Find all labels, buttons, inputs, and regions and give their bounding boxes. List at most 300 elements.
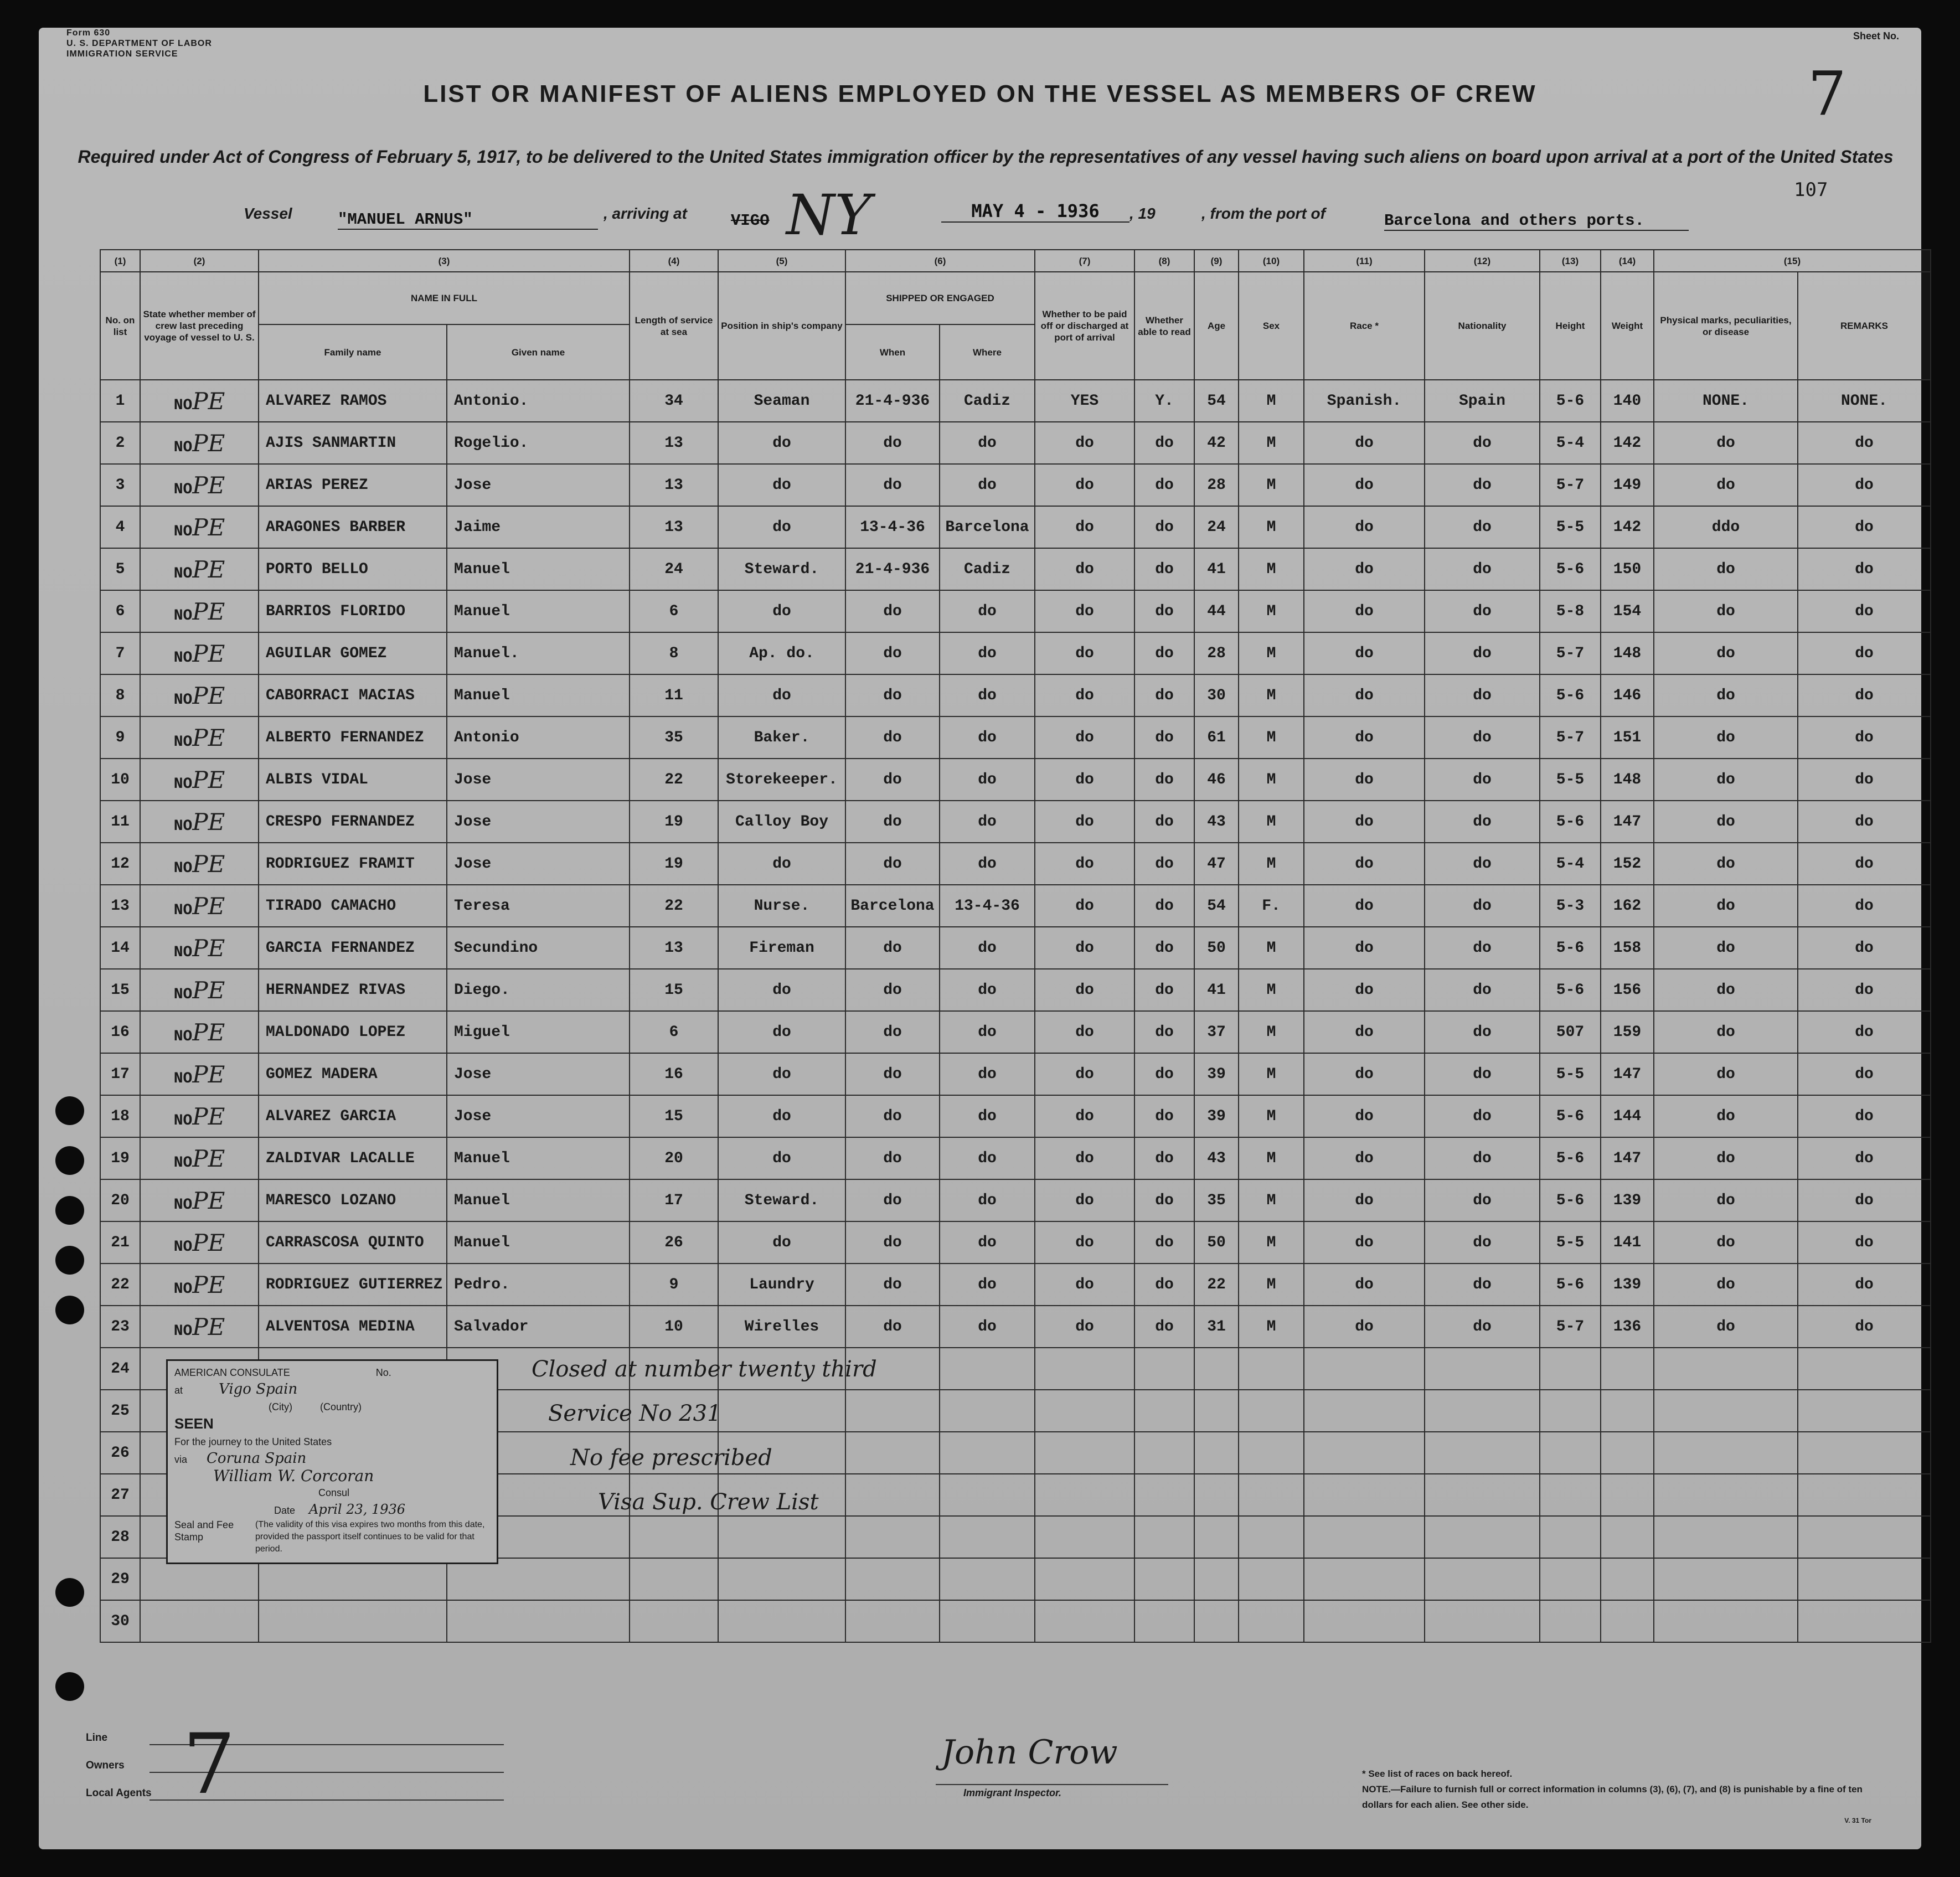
cell-height: 5-6: [1540, 1137, 1601, 1179]
cell-sex: M: [1239, 1179, 1304, 1221]
cell-length-of-service: 13: [630, 506, 718, 548]
cell-crew-last-voyage: [140, 1137, 259, 1179]
cell-able-to-read: do: [1134, 464, 1194, 506]
table-row: [100, 674, 1931, 716]
cell-paid-off: do: [1035, 422, 1134, 464]
cell-able-to-read: Y.: [1134, 380, 1194, 422]
cell-shipped-when: do: [845, 674, 940, 716]
cell-paid-off: YES: [1035, 380, 1134, 422]
cell-race: do: [1304, 1221, 1425, 1264]
cell-paid-off: do: [1035, 801, 1134, 843]
cell-sex: M: [1239, 548, 1304, 590]
cell-empty: [1304, 1558, 1425, 1600]
cell-able-to-read: do: [1134, 1306, 1194, 1348]
cell-age: 24: [1194, 506, 1239, 548]
cell-empty: [1035, 1348, 1134, 1390]
cell-empty: [1654, 1348, 1798, 1390]
cell-race: do: [1304, 927, 1425, 969]
cell-remarks: do: [1798, 1221, 1931, 1264]
colnum-7: (7): [1035, 250, 1134, 272]
prev-voyage-handwritten: PE: [192, 1229, 225, 1256]
cell-weight: 139: [1601, 1264, 1654, 1306]
prev-voyage-typed: NO: [173, 481, 193, 498]
cell-position: Steward.: [718, 548, 845, 590]
cell-empty: [940, 1390, 1035, 1432]
cell-able-to-read: do: [1134, 590, 1194, 632]
cell-row-number: 20: [100, 1179, 140, 1221]
cell-remarks: do: [1798, 1306, 1931, 1348]
cell-given-name: Jose: [447, 1053, 630, 1095]
cell-race: Spanish.: [1304, 380, 1425, 422]
cell-remarks: do: [1798, 548, 1931, 590]
cell-sex: M: [1239, 716, 1304, 759]
cell-given-name: Jose: [447, 759, 630, 801]
prev-voyage-handwritten: PE: [192, 1018, 225, 1046]
col-where: Where: [940, 324, 1035, 380]
cell-remarks: do: [1798, 801, 1931, 843]
cell-race: do: [1304, 1137, 1425, 1179]
inspector-signature: John Crow: [941, 1733, 1118, 1772]
prev-voyage-typed: NO: [173, 607, 193, 625]
cell-remarks: do: [1798, 1137, 1931, 1179]
cell-shipped-when: do: [845, 1095, 940, 1137]
cell-weight: 142: [1601, 506, 1654, 548]
cell-crew-last-voyage: [140, 843, 259, 885]
cell-shipped-when: do: [845, 464, 940, 506]
cell-position: do: [718, 674, 845, 716]
cell-sex: M: [1239, 843, 1304, 885]
cell-family-name: ARAGONES BARBER: [259, 506, 447, 548]
cell-empty: [1134, 1432, 1194, 1474]
col-crew-last-voyage: State whether member of crew last preceding voyage of vessel to U. S.: [140, 272, 259, 380]
prev-voyage-handwritten: PE: [192, 682, 225, 709]
cell-empty: [940, 1558, 1035, 1600]
vessel-name: "MANUEL ARNUS": [338, 210, 598, 230]
cell-empty: [1601, 1348, 1654, 1390]
cell-nationality: do: [1425, 1221, 1540, 1264]
stamp-validity: (The validity of this visa expires two months from this date, provided the passport itself continues to be valid for that period.: [255, 1520, 485, 1554]
cell-family-name: BARRIOS FLORIDO: [259, 590, 447, 632]
cell-sex: M: [1239, 422, 1304, 464]
cell-shipped-when: do: [845, 716, 940, 759]
cell-race: do: [1304, 1264, 1425, 1306]
cell-empty: [1540, 1516, 1601, 1558]
cell-empty: [718, 1600, 845, 1642]
col-position: Position in ship's company: [718, 272, 845, 380]
prev-voyage-typed: NO: [173, 523, 193, 540]
cell-length-of-service: 19: [630, 801, 718, 843]
cell-remarks: do: [1798, 927, 1931, 969]
cell-shipped-where: do: [940, 1179, 1035, 1221]
cell-family-name: TIRADO CAMACHO: [259, 885, 447, 927]
cell-paid-off: do: [1035, 506, 1134, 548]
cell-crew-last-voyage: [140, 632, 259, 674]
cell-shipped-when: do: [845, 590, 940, 632]
cell-empty: [1239, 1432, 1304, 1474]
cell-shipped-when: do: [845, 969, 940, 1011]
cell-empty: [1425, 1474, 1540, 1516]
cell-empty: [1798, 1558, 1931, 1600]
cell-given-name: Jose: [447, 464, 630, 506]
cell-height: 5-6: [1540, 969, 1601, 1011]
year-label: , 19: [1129, 205, 1156, 222]
stamp-header: AMERICAN CONSULATE: [174, 1367, 290, 1378]
cell-shipped-when: do: [845, 422, 940, 464]
cell-height: 5-6: [1540, 927, 1601, 969]
cell-position: do: [718, 506, 845, 548]
cell-nationality: do: [1425, 1306, 1540, 1348]
cell-family-name: ALBERTO FERNANDEZ: [259, 716, 447, 759]
cell-paid-off: do: [1035, 1053, 1134, 1095]
cell-family-name: MARESCO LOZANO: [259, 1179, 447, 1221]
cell-row-number: 18: [100, 1095, 140, 1137]
cell-sex: M: [1239, 506, 1304, 548]
cell-nationality: do: [1425, 801, 1540, 843]
cell-empty: [1601, 1474, 1654, 1516]
col-weight: Weight: [1601, 272, 1654, 380]
cell-nationality: do: [1425, 674, 1540, 716]
cell-length-of-service: 11: [630, 674, 718, 716]
cell-race: do: [1304, 759, 1425, 801]
cell-shipped-when: 21-4-936: [845, 548, 940, 590]
cell-race: do: [1304, 548, 1425, 590]
cell-sex: M: [1239, 1221, 1304, 1264]
owners-label: Owners: [86, 1760, 125, 1771]
cell-shipped-where: do: [940, 843, 1035, 885]
cell-shipped-when: do: [845, 759, 940, 801]
cell-age: 28: [1194, 464, 1239, 506]
page-subtitle: Required under Act of Congress of February 5, 1917, to be delivered to the United States immigration officer by the representatives of any vessel having such aliens on board upon arrival at a port of the United States: [78, 147, 1894, 167]
stamp-city-country: (City) (Country): [269, 1401, 362, 1412]
cell-position: Calloy Boy: [718, 801, 845, 843]
cell-age: 47: [1194, 843, 1239, 885]
cell-empty: [1601, 1390, 1654, 1432]
cell-crew-last-voyage: [140, 927, 259, 969]
col-no-on-list: No. on list: [100, 272, 140, 380]
cell-row-number: 8: [100, 674, 140, 716]
cell-able-to-read: do: [1134, 422, 1194, 464]
cell-weight: 147: [1601, 1053, 1654, 1095]
prev-voyage-typed: NO: [173, 649, 193, 667]
punch-hole: [55, 1672, 84, 1701]
cell-length-of-service: 6: [630, 590, 718, 632]
cell-weight: 148: [1601, 759, 1654, 801]
cell-physical-marks: ddo: [1654, 506, 1798, 548]
colnum-15: (15): [1654, 250, 1931, 272]
cell-remarks: NONE.: [1798, 380, 1931, 422]
colnum-6: (6): [845, 250, 1035, 272]
cell-length-of-service: 8: [630, 632, 718, 674]
cell-row-number: 13: [100, 885, 140, 927]
cell-physical-marks: do: [1654, 716, 1798, 759]
cell-paid-off: do: [1035, 1095, 1134, 1137]
cell-sex: M: [1239, 380, 1304, 422]
cell-shipped-where: do: [940, 464, 1035, 506]
cell-race: do: [1304, 464, 1425, 506]
cell-empty: [1540, 1348, 1601, 1390]
cell-shipped-where: do: [940, 632, 1035, 674]
cell-empty: [140, 1600, 259, 1642]
cell-position: Storekeeper.: [718, 759, 845, 801]
cell-empty: [940, 1516, 1035, 1558]
cell-row-number: 16: [100, 1011, 140, 1053]
cell-physical-marks: do: [1654, 1053, 1798, 1095]
cell-empty: [1304, 1390, 1425, 1432]
cell-shipped-when: do: [845, 1221, 940, 1264]
cell-length-of-service: 35: [630, 716, 718, 759]
cell-physical-marks: do: [1654, 422, 1798, 464]
cell-height: 5-8: [1540, 590, 1601, 632]
cell-empty: [718, 1558, 845, 1600]
cell-empty: [1194, 1516, 1239, 1558]
stamp-via-handwritten: Coruna Spain: [207, 1450, 307, 1467]
prev-voyage-typed: NO: [173, 1322, 193, 1340]
cell-age: 61: [1194, 716, 1239, 759]
cell-shipped-when: do: [845, 927, 940, 969]
cell-height: 507: [1540, 1011, 1601, 1053]
cell-age: 50: [1194, 927, 1239, 969]
cell-empty: [1304, 1516, 1425, 1558]
cell-family-name: CRESPO FERNANDEZ: [259, 801, 447, 843]
cell-empty: [1540, 1558, 1601, 1600]
cell-empty: [845, 1432, 940, 1474]
cell-given-name: Jose: [447, 1095, 630, 1137]
table-row: [100, 380, 1931, 422]
cell-empty: [1134, 1558, 1194, 1600]
cell-shipped-where: Cadiz: [940, 548, 1035, 590]
cell-row-number: 1: [100, 380, 140, 422]
cell-age: 46: [1194, 759, 1239, 801]
cell-shipped-where: do: [940, 759, 1035, 801]
table-row: [100, 1221, 1931, 1264]
cell-sex: M: [1239, 1011, 1304, 1053]
cell-empty: [1239, 1390, 1304, 1432]
corner-page-mark: 7: [1808, 58, 1846, 129]
cell-height: 5-5: [1540, 506, 1601, 548]
stamp-seal: Seal and Fee Stamp: [174, 1519, 234, 1543]
cell-position: Baker.: [718, 716, 845, 759]
cell-shipped-where: 13-4-36: [940, 885, 1035, 927]
cell-weight: 136: [1601, 1306, 1654, 1348]
col-remarks: REMARKS: [1798, 272, 1931, 380]
cell-crew-last-voyage: [140, 590, 259, 632]
cell-row-number: 17: [100, 1053, 140, 1095]
cell-row-number: 25: [100, 1390, 140, 1432]
cell-empty: [1601, 1432, 1654, 1474]
cell-physical-marks: do: [1654, 927, 1798, 969]
cell-position: do: [718, 969, 845, 1011]
cell-empty: [1304, 1474, 1425, 1516]
table-row: [100, 1264, 1931, 1306]
cell-row-number: 11: [100, 801, 140, 843]
col-family-name: Family name: [259, 324, 447, 380]
cell-shipped-where: do: [940, 1264, 1035, 1306]
cell-family-name: MALDONADO LOPEZ: [259, 1011, 447, 1053]
col-length-service: Length of service at sea: [630, 272, 718, 380]
cell-remarks: do: [1798, 885, 1931, 927]
cell-position: do: [718, 422, 845, 464]
cell-able-to-read: do: [1134, 674, 1194, 716]
cell-length-of-service: 10: [630, 1306, 718, 1348]
cell-physical-marks: do: [1654, 843, 1798, 885]
cell-given-name: Jaime: [447, 506, 630, 548]
cell-empty: [1601, 1516, 1654, 1558]
cell-empty: [940, 1474, 1035, 1516]
cell-row-number: 22: [100, 1264, 140, 1306]
prev-voyage-handwritten: PE: [192, 1060, 225, 1088]
cell-height: 5-7: [1540, 1306, 1601, 1348]
cell-race: do: [1304, 1011, 1425, 1053]
cell-shipped-where: do: [940, 969, 1035, 1011]
cell-race: do: [1304, 885, 1425, 927]
cell-empty: [1134, 1600, 1194, 1642]
cell-paid-off: do: [1035, 632, 1134, 674]
cell-crew-last-voyage: [140, 380, 259, 422]
prev-voyage-typed: NO: [173, 986, 193, 1003]
cell-crew-last-voyage: [140, 801, 259, 843]
cell-shipped-where: do: [940, 1306, 1035, 1348]
cell-height: 5-6: [1540, 674, 1601, 716]
cell-age: 41: [1194, 548, 1239, 590]
cell-family-name: GARCIA FERNANDEZ: [259, 927, 447, 969]
arriving-struck: VIGO: [731, 212, 770, 230]
cell-sex: M: [1239, 674, 1304, 716]
cell-empty: [447, 1558, 630, 1600]
cell-empty: [1601, 1558, 1654, 1600]
punch-hole: [55, 1296, 84, 1324]
cell-empty: [1540, 1600, 1601, 1642]
cell-physical-marks: do: [1654, 969, 1798, 1011]
col-nationality: Nationality: [1425, 272, 1540, 380]
prev-voyage-typed: NO: [173, 691, 193, 709]
cell-weight: 151: [1601, 716, 1654, 759]
cell-remarks: do: [1798, 422, 1931, 464]
col-when: When: [845, 324, 940, 380]
cell-remarks: do: [1798, 1053, 1931, 1095]
cell-physical-marks: do: [1654, 632, 1798, 674]
cell-shipped-where: Barcelona: [940, 506, 1035, 548]
cell-age: 54: [1194, 885, 1239, 927]
cell-family-name: AJIS SANMARTIN: [259, 422, 447, 464]
cell-crew-last-voyage: [140, 548, 259, 590]
cell-given-name: Miguel: [447, 1011, 630, 1053]
cell-weight: 159: [1601, 1011, 1654, 1053]
cell-shipped-where: do: [940, 590, 1035, 632]
cell-crew-last-voyage: [140, 506, 259, 548]
cell-race: do: [1304, 716, 1425, 759]
cell-height: 5-4: [1540, 843, 1601, 885]
cell-given-name: Teresa: [447, 885, 630, 927]
table-row: [100, 422, 1931, 464]
cell-remarks: do: [1798, 843, 1931, 885]
cell-row-number: 19: [100, 1137, 140, 1179]
stamp-date-label: Date: [274, 1505, 296, 1516]
prev-voyage-typed: NO: [173, 1112, 193, 1130]
cell-empty: [1540, 1390, 1601, 1432]
cell-crew-last-voyage: [140, 969, 259, 1011]
prev-voyage-handwritten: PE: [192, 429, 225, 457]
cell-empty: [1239, 1600, 1304, 1642]
cell-nationality: do: [1425, 759, 1540, 801]
cell-shipped-where: Cadiz: [940, 380, 1035, 422]
prev-voyage-typed: NO: [173, 1154, 193, 1172]
cell-empty: [718, 1516, 845, 1558]
prev-voyage-typed: NO: [173, 1196, 193, 1214]
cell-row-number: 7: [100, 632, 140, 674]
cell-nationality: do: [1425, 716, 1540, 759]
cell-age: 28: [1194, 632, 1239, 674]
cell-sex: M: [1239, 801, 1304, 843]
prev-voyage-typed: NO: [173, 439, 193, 456]
prev-voyage-typed: NO: [173, 775, 193, 793]
cell-able-to-read: do: [1134, 759, 1194, 801]
cell-given-name: Antonio.: [447, 380, 630, 422]
prev-voyage-handwritten: PE: [192, 1271, 225, 1298]
colnum-5: (5): [718, 250, 845, 272]
cell-able-to-read: do: [1134, 1264, 1194, 1306]
cell-row-number: 10: [100, 759, 140, 801]
cell-race: do: [1304, 969, 1425, 1011]
col-shipped-engaged: SHIPPED OR ENGAGED: [845, 272, 1035, 324]
cell-crew-last-voyage: [140, 1179, 259, 1221]
cell-shipped-when: do: [845, 843, 940, 885]
cell-empty: [845, 1600, 940, 1642]
cell-empty: [1425, 1516, 1540, 1558]
cell-able-to-read: do: [1134, 1053, 1194, 1095]
cell-crew-last-voyage: [140, 1095, 259, 1137]
cell-sex: M: [1239, 632, 1304, 674]
cell-length-of-service: 17: [630, 1179, 718, 1221]
cell-age: 41: [1194, 969, 1239, 1011]
cell-family-name: CABORRACI MACIAS: [259, 674, 447, 716]
cell-row-number: 30: [100, 1600, 140, 1642]
cell-able-to-read: do: [1134, 1137, 1194, 1179]
cell-nationality: do: [1425, 422, 1540, 464]
cell-empty: [1798, 1600, 1931, 1642]
prev-voyage-typed: NO: [173, 1070, 193, 1087]
cell-age: 37: [1194, 1011, 1239, 1053]
cell-given-name: Manuel.: [447, 632, 630, 674]
punch-hole: [55, 1246, 84, 1275]
consul-signature: William W. Corcoran: [213, 1467, 374, 1485]
note-penalty: NOTE.—Failure to furnish full or correct information in columns (3), (6), (7), and (8) is punishable by a fine of ten dollars for each alien. See other side.: [1362, 1784, 1863, 1810]
cell-age: 42: [1194, 422, 1239, 464]
arriving-handwritten: NY: [786, 183, 871, 247]
cell-family-name: RODRIGUEZ FRAMIT: [259, 843, 447, 885]
cell-remarks: do: [1798, 1095, 1931, 1137]
cell-empty: [1798, 1516, 1931, 1558]
col-height: Height: [1540, 272, 1601, 380]
cell-age: 54: [1194, 380, 1239, 422]
col-name-in-full: NAME IN FULL: [259, 272, 630, 324]
colnum-13: (13): [1540, 250, 1601, 272]
cell-able-to-read: do: [1134, 632, 1194, 674]
cell-sex: M: [1239, 759, 1304, 801]
cell-race: do: [1304, 1095, 1425, 1137]
cell-paid-off: do: [1035, 1137, 1134, 1179]
cell-shipped-where: do: [940, 1137, 1035, 1179]
table-row: [100, 590, 1931, 632]
cell-empty: [1425, 1390, 1540, 1432]
cell-given-name: Jose: [447, 801, 630, 843]
cell-position: Laundry: [718, 1264, 845, 1306]
cell-empty: [1798, 1390, 1931, 1432]
cell-physical-marks: do: [1654, 464, 1798, 506]
cell-empty: [1194, 1432, 1239, 1474]
cell-physical-marks: do: [1654, 548, 1798, 590]
stamp-consul-label: Consul: [318, 1487, 350, 1498]
cell-empty: [1194, 1600, 1239, 1642]
